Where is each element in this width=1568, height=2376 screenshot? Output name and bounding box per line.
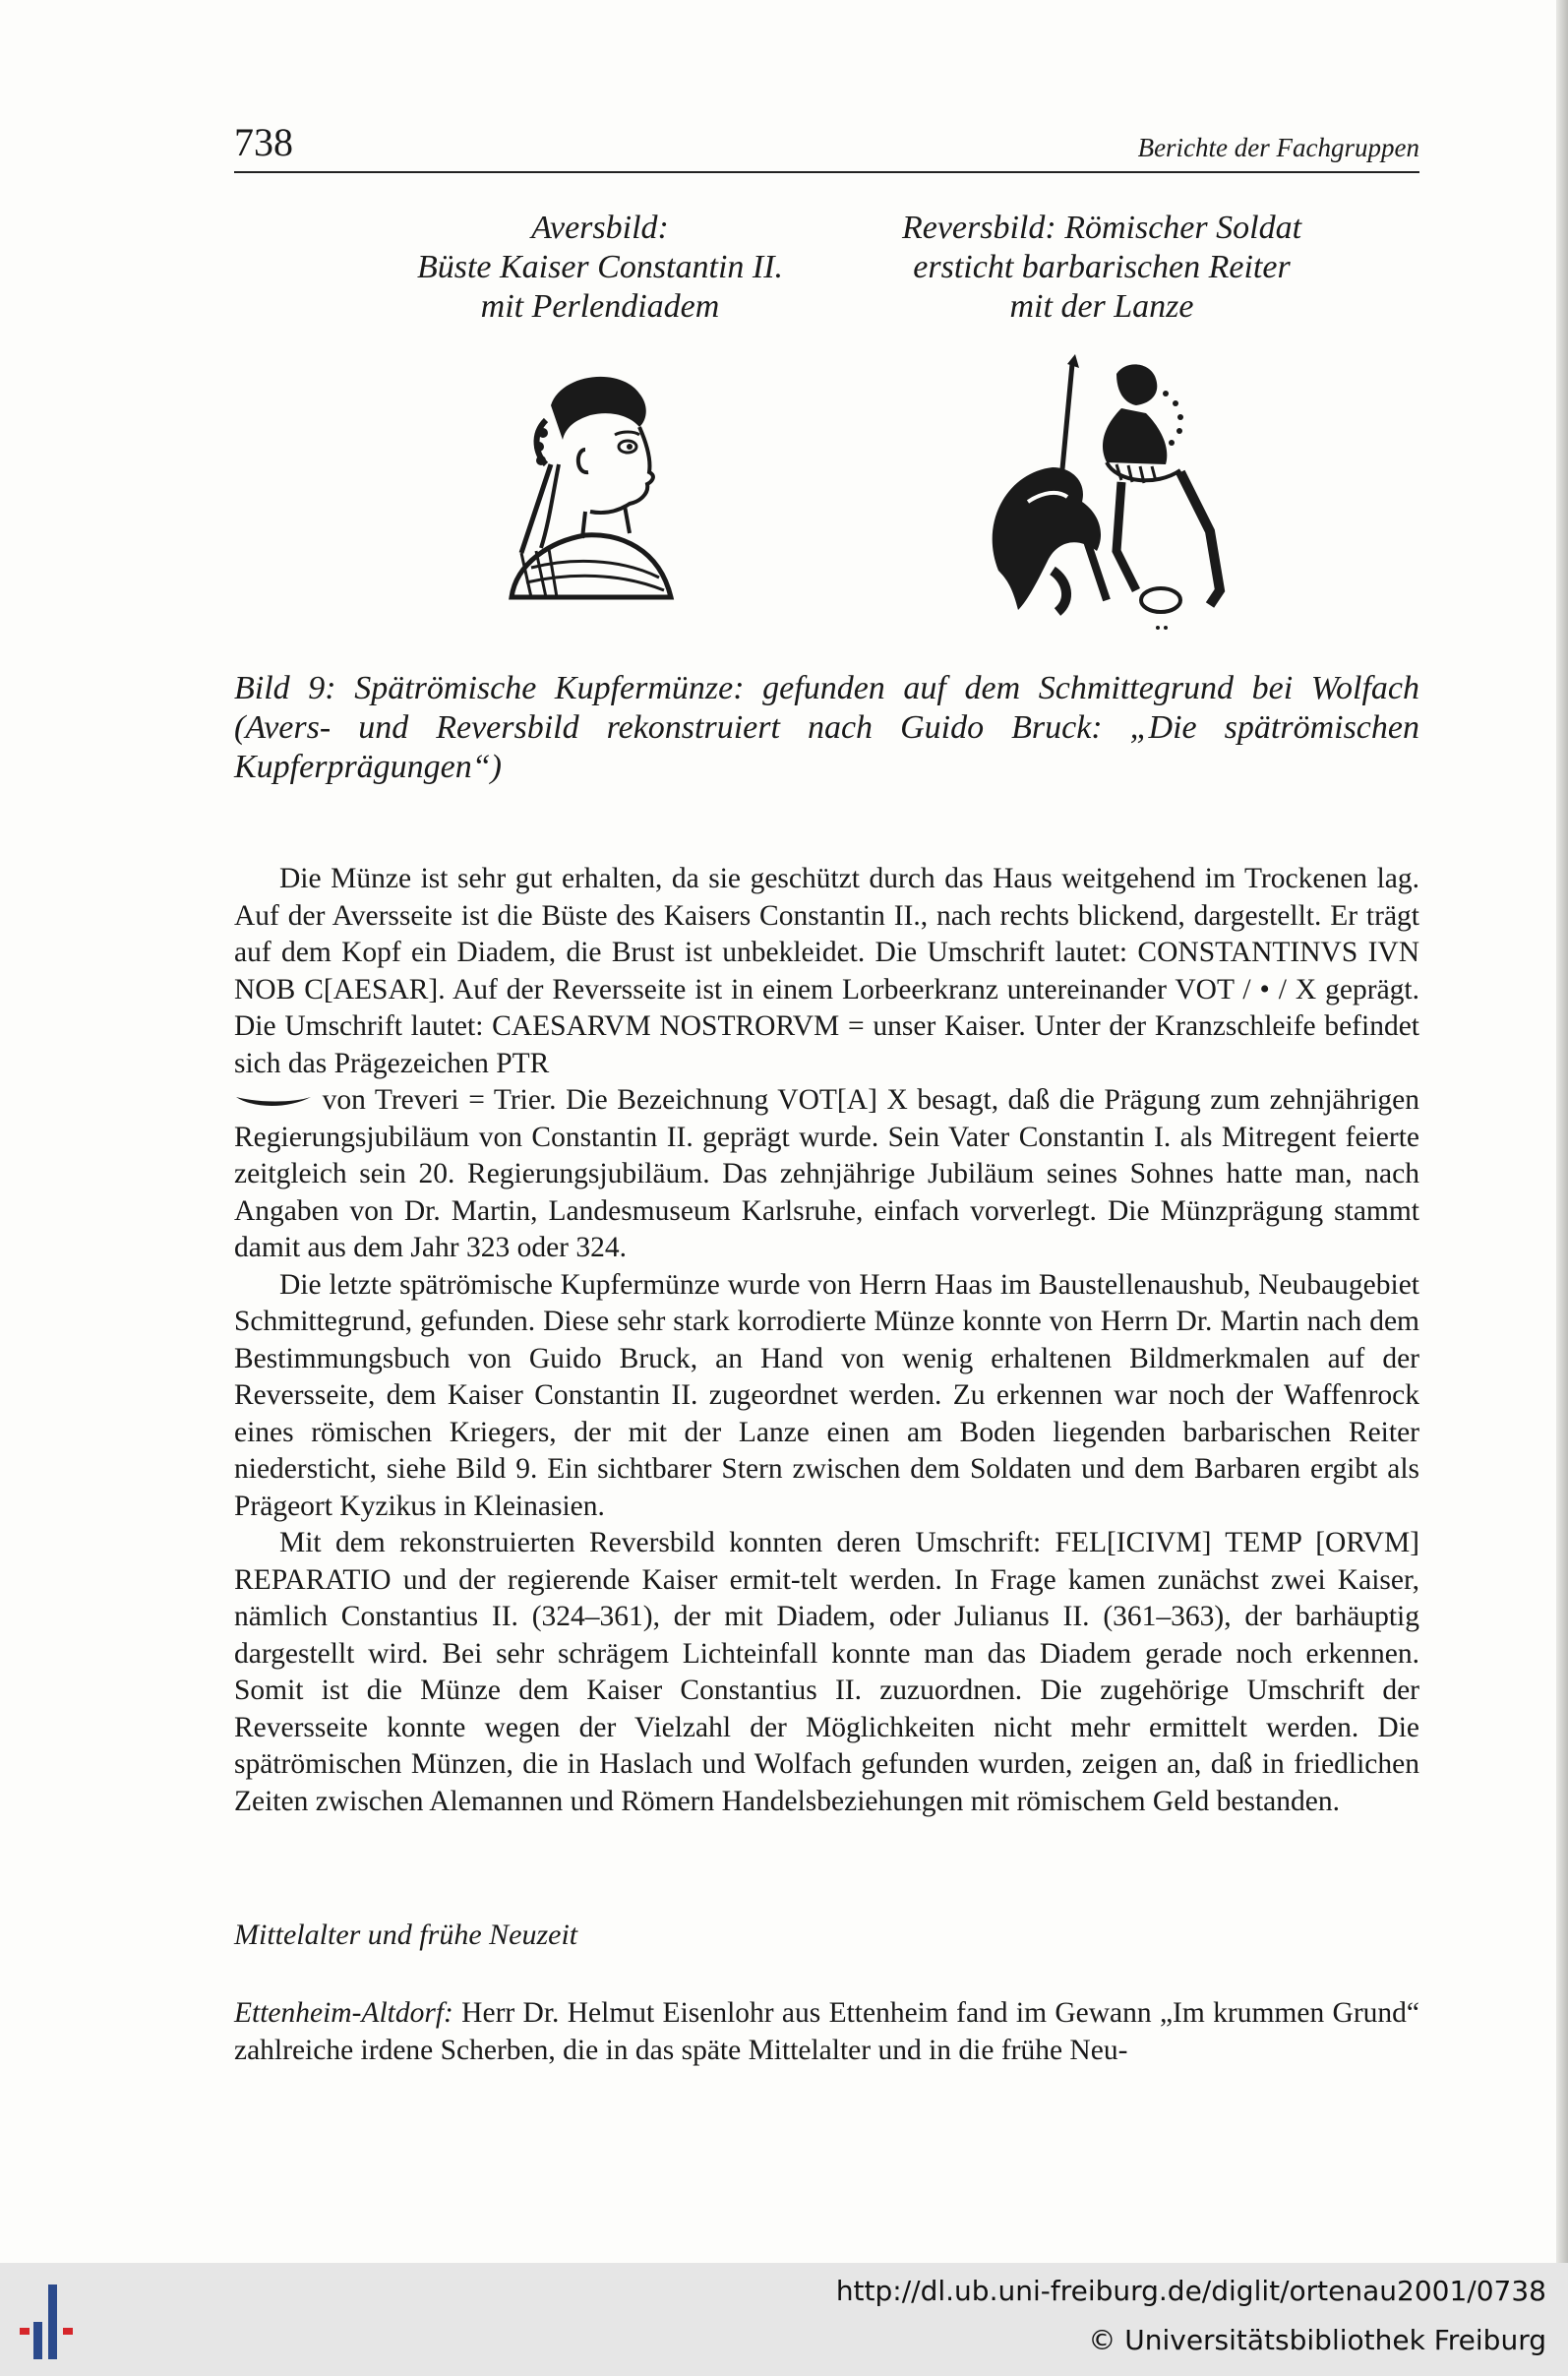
section-paragraph bbox=[234, 1995, 1419, 2069]
paragraph-text: Die Münze ist sehr gut erhalten, da sie geschützt durch das Haus weitgehend im Trockenen lag. Auf der Aversseite ist die Büste des Kaisers Constantin II., nach rechts blickend, dargestellt. Er trägt auf dem Kopf ein Diadem, die Brust ist unbekleidet. Die Umschrift lautet: CONSTANTINVS IVN NOB C[AESAR]. Auf der Reversseite ist in einem Lorbeerkranz untereinander VOT / • / X geprägt. Die Umschrift lautet: CAESARVM NOSTRORVM = unser Kaiser. Unter der Kranzschleife befindet sich das Prägezeichen PTR bbox=[234, 863, 1419, 1079]
obverse-bust-drawing bbox=[492, 366, 679, 622]
body-text bbox=[234, 861, 1419, 1820]
source-url-link[interactable]: http://dl.ub.uni-freiburg.de/diglit/ortenau2001/0738 bbox=[835, 2275, 1546, 2307]
avers-caption-line: mit Perlendiadem bbox=[480, 288, 720, 325]
section-lead: Ettenheim-Altdorf: bbox=[234, 1997, 453, 2029]
page-header bbox=[234, 116, 1419, 173]
paragraph: Die letzte spätrömische Kupfermünze wurde von Herrn Haas im Baustellenaushub, Neubaugebiet Schmittegrund, gefunden. Diese sehr stark korrodierte Münze konnte von Herrn Dr. Martin nach dem Bestimmungsbuch von Guido Bruck, an Hand von wenig erhaltenen Bildmerkmalen auf der Reversseite, dem Kaiser Constantin II. zugeordnet werden. Zu erkennen war noch der Waffenrock eines römischen Kriegers, der mit der Lanze einen am Boden liegenden barbarischen Reiter niedersticht, siehe Bild 9. Ein sichtbarer Stern zwischen dem Soldaten und dem Barbaren ergibt als Prägeort Kyzikus in Kleinasien. bbox=[234, 1268, 1419, 1522]
page-number: 738 bbox=[234, 120, 293, 164]
ub-freiburg-logo-icon[interactable] bbox=[14, 2283, 102, 2361]
paragraph bbox=[234, 861, 1419, 1267]
revers-caption-line: mit der Lanze bbox=[1009, 288, 1194, 325]
avers-caption bbox=[354, 209, 846, 327]
viewer-footer bbox=[0, 2263, 1568, 2376]
running-head: Berichte der Fachgruppen bbox=[1137, 133, 1419, 162]
section-heading: Mittelalter und frühe Neuzeit bbox=[234, 1919, 578, 1951]
paragraph-text: von Treveri = Trier. Die Bezeichnung VOT[A] X besagt, daß die Prägung zum zehnjährigen Regierungsjubiläum von Constantin II. geprägt wurde. Sein Vater Constantin I. als Mitregent feierte zeitgleich sein 20. Regierungsjubiläum. Das zehnjährige Jubiläum seines Sohnes hatte man, nach Angaben von Dr. Martin, Landesmuseum Karlsruhe, einfach vorverlegt. Die Münzprägung stammt damit aus dem Jahr 323 oder 324. bbox=[234, 1084, 1420, 1263]
copyright-text: © Universitätsbibliothek Freiburg bbox=[1088, 2324, 1546, 2356]
avers-caption-line: Büste Kaiser Constantin II. bbox=[416, 249, 784, 285]
page-edge bbox=[1556, 0, 1568, 2263]
paragraph: Mit dem rekonstruierten Reversbild konnten deren Umschrift: FEL[ICIVM] TEMP [ORVM] REPARATIO und der regierende Kaiser ermit-telt werden. In Frage kamen zunächst zwei Kaiser, nämlich Constantius II. (324–361), der mit Diadem, oder Julianus II. (361–363), der barhäuptig dargestellt wird. Bei sehr schrägem Lichteinfall konnte man das Diadem gerade noch erkennen. Somit ist die Münze dem Kaiser Constantius II. zuzuordnen. Die zugehörige Umschrift der Reversseite konnte wegen der Vielzahl der Möglichkeiten nicht mehr ermittelt werden. Die spätrömischen Münzen, die in Haslach und Wolfach gefunden wurden, zeigen an, daß in friedlichen Zeiten zwischen Alemannen und Römern Handelsbeziehungen mit römischem Geld bestanden. bbox=[234, 1527, 1419, 1817]
figure-caption: Bild 9: Spätrömische Kupfermünze: gefunden auf dem Schmittegrund bei Wolfach (Avers- und Reversbild rekonstruiert nach Guido Bruck: „Die spätrömischen Kupferprägungen“) bbox=[234, 670, 1419, 785]
revers-caption bbox=[846, 209, 1357, 327]
mint-mark-swoosh-icon bbox=[234, 1093, 313, 1111]
revers-caption-line: Reversbild: Römischer Soldat bbox=[901, 210, 1302, 246]
reverse-soldier-drawing bbox=[959, 354, 1254, 640]
section-text: Herr Dr. Helmut Eisenlohr aus Ettenheim fand im Gewann „Im krummen Grund“ zahlreiche irdene Scherben, die in das späte Mittelalter und in die frühe Neu- bbox=[234, 1997, 1420, 2066]
avers-caption-line: Aversbild: bbox=[531, 210, 669, 246]
revers-caption-line: ersticht barbarischen Reiter bbox=[913, 249, 1291, 285]
